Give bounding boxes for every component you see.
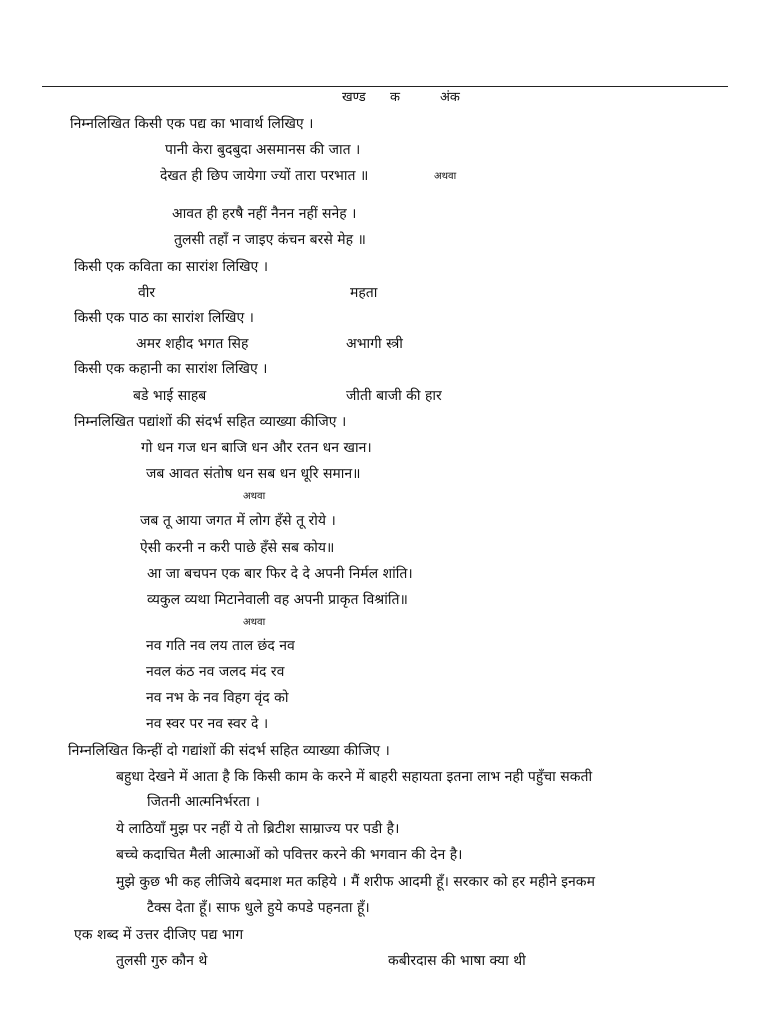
q2-option-1: वीर — [138, 285, 156, 301]
q3-option-1: अमर शहीद भगत सिह — [136, 336, 249, 352]
q6-passage4-line1: मुझे कुछ भी कह लीजिये बदमाश मत कहिये । मैं शरीफ आदमी हूँ। सरकार को हर महीने इनकम — [116, 874, 595, 890]
q5-prompt: निम्नलिखित पद्यांशों की संदर्भ सहित व्याख्या कीजिए । — [74, 414, 347, 430]
q5-set3-line1: आ जा बचपन एक बार फिर दे दे अपनी निर्मल शांति। — [147, 566, 413, 582]
q6-passage2: ये लाठियाँ मुझ पर नहीं ये तो ब्रिटीश साम्राज्य पर पडी है। — [116, 821, 400, 837]
q2-prompt: किसी एक कविता का सारांश लिखिए । — [74, 259, 269, 275]
q6-passage1-line2: जितनी आत्मनिर्भरता । — [147, 794, 260, 810]
q1-verse2-line1: आवत ही हरषै नहीं नैनन नहीं सनेह । — [172, 206, 357, 222]
q2-option-2: महता — [350, 285, 378, 301]
q5-or-label-2: अथवा — [243, 617, 266, 628]
q5-set4-line4: नव स्वर पर नव स्वर दे । — [146, 716, 269, 732]
q5-set4-line1: नव गति नव लय ताल छंद नव — [146, 638, 295, 654]
q7-prompt: एक शब्द में उत्तर दीजिए पद्य भाग — [74, 927, 244, 943]
q5-or-label-1: अथवा — [243, 491, 266, 502]
q6-passage1-line1: बहुधा देखने में आता है कि किसी काम के करने में बाहरी सहायता इतना लाभ नही पहुँचा सकती — [116, 769, 593, 785]
q1-prompt: निम्नलिखित किसी एक पद्य का भावार्थ लिखिए । — [70, 116, 314, 132]
header-ank: अंक — [440, 90, 460, 105]
q5-set4-line3: नव नभ के नव विहग वृंद को — [146, 690, 289, 706]
q1-or-label: अथवा — [434, 171, 457, 182]
q1-verse2-line2: तुलसी तहाँ न जाइए कंचन बरसे मेह ॥ — [174, 232, 366, 248]
q3-option-2: अभागी स्त्री — [346, 336, 403, 352]
header-rule — [42, 86, 728, 87]
q5-set2-line1: जब तू आया जगत में लोग हँसे तू रोये । — [140, 513, 336, 529]
q4-option-1: बडे भाई साहब — [133, 388, 207, 404]
q4-prompt: किसी एक कहानी का सारांश लिखिए । — [74, 361, 268, 377]
q7-item-2: कबीरदास की भाषा क्या थी — [388, 953, 526, 969]
q6-prompt: निम्नलिखित किन्हीं दो गद्यांशों की संदर्भ सहित व्याख्या कीजिए । — [68, 743, 390, 759]
q6-passage3: बच्चे कदाचित मैली आत्माओं को पवित्तर करने की भगवान की देन है। — [116, 847, 463, 863]
q5-set4-line2: नवल कंठ नव जलद मंद रव — [146, 664, 285, 680]
q5-set2-line2: ऐसी करनी न करी पाछे हँसे सब कोय॥ — [140, 540, 335, 556]
q5-set3-line2: व्यकुल व्यथा मिटानेवाली वह अपनी प्राकृत विश्रांति॥ — [147, 592, 408, 608]
q1-verse1-line1: पानी केरा बुदबुदा असमानस की जात । — [165, 142, 361, 158]
q1-verse1-line2: देखत ही छिप जायेगा ज्यों तारा परभात ॥ — [160, 168, 369, 184]
header-khand: खण्ड — [342, 90, 366, 105]
q5-set1-line2: जब आवत संतोष धन सब धन धूरि समान॥ — [146, 466, 361, 482]
q5-set1-line1: गो धन गज धन बाजि धन और रतन धन खान। — [141, 440, 372, 456]
q7-item-1: तुलसी गुरु कौन थे — [116, 953, 208, 969]
header-ka: क — [390, 90, 400, 105]
q3-prompt: किसी एक पाठ का सारांश लिखिए । — [74, 310, 254, 326]
q4-option-2: जीती बाजी की हार — [346, 388, 442, 404]
q6-passage4-line2: टैक्स देता हूँ। साफ धुले हुये कपडे पहनता हूँ। — [147, 900, 370, 916]
